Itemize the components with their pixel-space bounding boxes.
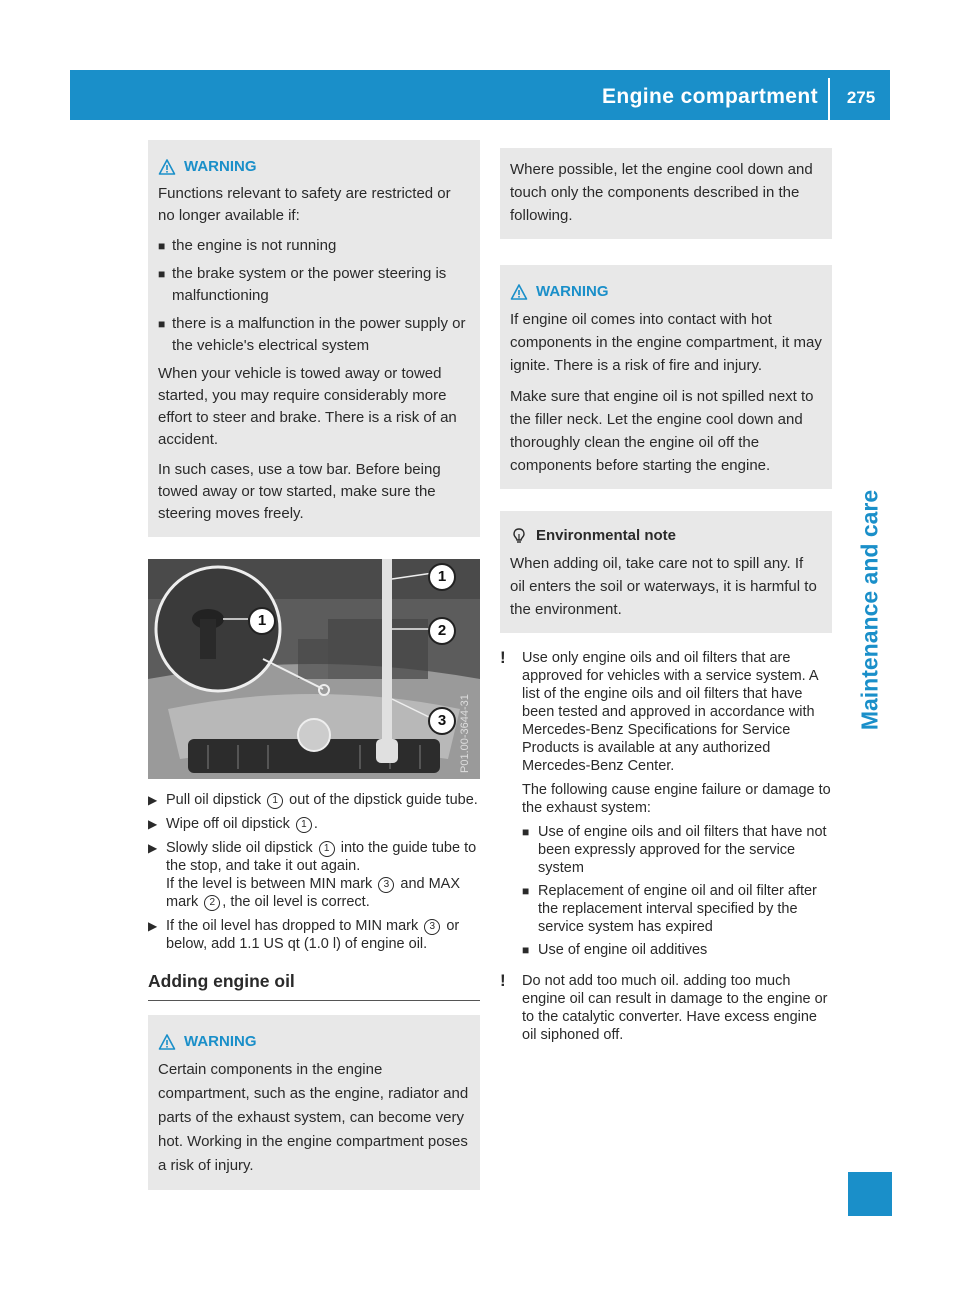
section-heading: Adding engine oil xyxy=(148,971,480,1001)
warning-heading xyxy=(158,1031,470,1052)
warning-heading xyxy=(158,156,470,177)
instruction-step: ▶ Pull oil dipstick 1 out of the dipstick guide tube. xyxy=(148,792,478,808)
warning-box-fire xyxy=(500,265,832,489)
callout-ref: 1 xyxy=(296,817,312,833)
side-chapter-tab xyxy=(848,460,892,760)
instruction-steps xyxy=(148,791,480,953)
warning-paragraph: If engine oil comes into contact with hot components in the engine compartment, it may ignite. There is a risk of fire and injury. xyxy=(510,311,822,374)
lightbulb-icon xyxy=(510,527,528,545)
warning-triangle-icon xyxy=(158,158,176,176)
side-chapter-marker xyxy=(848,1172,892,1216)
callout-ref: 3 xyxy=(424,919,440,935)
environmental-note-box xyxy=(500,511,832,633)
note-paragraph: Do not add too much oil. adding too much engine oil can result in damage to the engine or to the catalytic converter. Have excess engine oil siphoned off. xyxy=(522,973,828,1043)
warning-paragraph: Make sure that engine oil is not spilled next to the filler neck. Let the engine cool down and thoroughly clean the engine oil off the components before starting the engine. xyxy=(510,388,814,474)
warning-title: WARNING xyxy=(184,158,257,175)
warning-intro: Functions relevant to safety are restricted or no longer available if: xyxy=(158,185,451,224)
header-divider xyxy=(828,78,830,120)
warning-title: WARNING xyxy=(184,1033,257,1050)
callout-1-inset: 1 xyxy=(248,607,276,635)
warning-paragraph: Certain components in the engine compartment, such as the engine, radiator and parts of the exhaust system, can become very hot. Working in the engine compartment poses a risk of injury. xyxy=(158,1061,469,1174)
side-chapter-label: Maintenance and care xyxy=(856,489,883,731)
engine-compartment-photo xyxy=(148,559,480,779)
page-number: 275 xyxy=(846,88,876,107)
caution-note-oil-approval xyxy=(500,649,832,964)
callout-1: 1 xyxy=(428,563,456,591)
list-item: ■ Use of engine oils and oil filters that have not been expressly approved for the service system xyxy=(522,824,827,876)
warning-box-safety xyxy=(148,140,480,537)
warning-title: WARNING xyxy=(536,283,609,300)
warning-box-hot xyxy=(148,1015,480,1190)
note-paragraph: Use only engine oils and oil filters that are approved for vehicles with a service system. A list of the engine oils and oil filters that have been tested and approved in accordance with Mercedes-Benz Specifications for Service Products is available at any authorized Mercedes-Benz Center. xyxy=(522,650,818,774)
left-column xyxy=(148,140,480,1190)
step-arrow-icon: ▶ xyxy=(148,793,158,807)
right-column xyxy=(500,148,832,1050)
warning-triangle-icon xyxy=(510,283,528,301)
step-arrow-icon: ▶ xyxy=(148,841,158,855)
step-arrow-icon: ▶ xyxy=(148,817,158,831)
section-title-header: Engine compartment xyxy=(601,85,818,108)
warning-paragraph: When your vehicle is towed away or towed started, you may require considerably more effort to steer and brake. There is a risk of an accident. xyxy=(158,365,457,448)
engine-photo-illustration xyxy=(148,559,480,779)
list-item: ■ there is a malfunction in the power supply or the vehicle's electrical system xyxy=(158,315,466,354)
callout-ref: 1 xyxy=(319,841,335,857)
callout-ref: 3 xyxy=(378,877,394,893)
info-box-cool-down xyxy=(500,148,832,239)
callout-ref: 1 xyxy=(267,793,283,809)
list-item: ■ the engine is not running xyxy=(158,237,337,254)
callout-ref: 2 xyxy=(204,895,220,911)
list-item: ■ Replacement of engine oil and oil filter after the replacement interval specified by the service system has expired xyxy=(522,883,817,935)
callout-3: 3 xyxy=(428,707,456,735)
note-paragraph: The following cause engine failure or damage to the exhaust system: xyxy=(522,782,831,816)
caution-note-overfill xyxy=(500,972,832,1050)
info-paragraph: Where possible, let the engine cool down and touch only the components described in the following. xyxy=(510,161,813,224)
instruction-step: ▶ Slowly slide oil dipstick 1 into the guide tube to the stop, and take it out again. If the level is between MIN mark 3 and MAX mark 2 , the oil level is correct. xyxy=(148,840,477,910)
list-item: ■ Use of engine oil additives xyxy=(522,942,708,958)
warning-paragraph: In such cases, use a tow bar. Before being towed away or tow started, make sure the steering moves freely. xyxy=(158,461,441,522)
instruction-step: ▶ If the oil level has dropped to MIN mark 3 or below, add 1.1 US qt (1.0 l) of engine oil. xyxy=(148,918,460,952)
list-item: ■ the brake system or the power steering is malfunctioning xyxy=(158,265,447,304)
environmental-heading xyxy=(510,525,822,546)
warning-heading xyxy=(510,281,822,302)
exclamation-icon: ! xyxy=(500,971,506,990)
callout-2: 2 xyxy=(428,617,456,645)
environmental-title: Environmental note xyxy=(536,527,677,544)
exclamation-icon: ! xyxy=(500,648,506,667)
photo-code: P01.00-3644-31 xyxy=(459,694,471,773)
environmental-paragraph: When adding oil, take care not to spill any. If oil enters the soil or waterways, it is harmful to the environment. xyxy=(510,555,817,618)
instruction-step: ▶ Wipe off oil dipstick 1 . xyxy=(148,816,318,832)
page-header xyxy=(70,70,890,120)
warning-triangle-icon xyxy=(158,1033,176,1051)
step-arrow-icon: ▶ xyxy=(148,919,158,933)
